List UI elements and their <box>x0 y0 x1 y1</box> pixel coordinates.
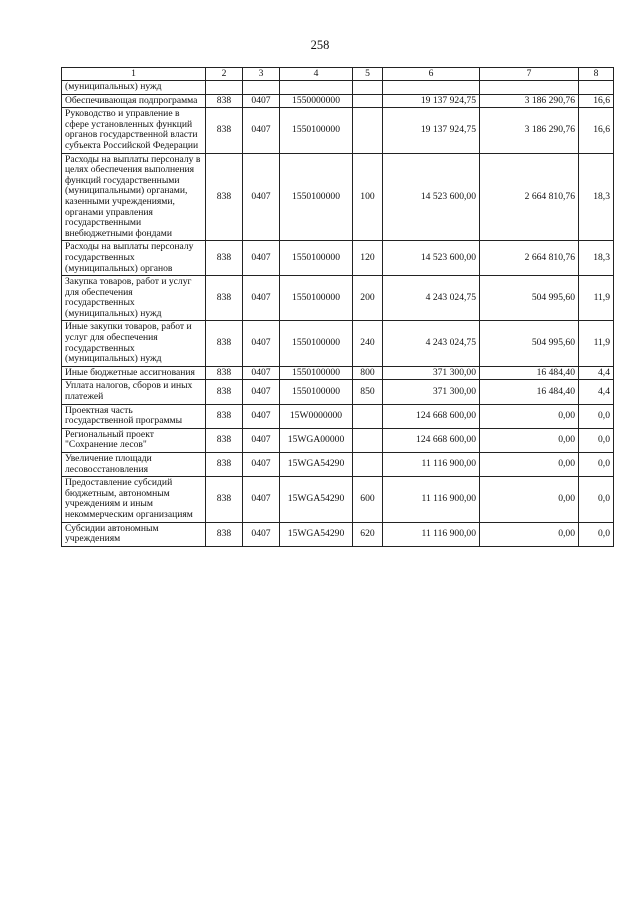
column-header: 4 <box>280 68 353 81</box>
cell-planned: 124 668 600,00 <box>383 404 480 428</box>
column-header: 5 <box>353 68 383 81</box>
cell-section: 0407 <box>243 453 280 477</box>
column-header: 2 <box>206 68 243 81</box>
cell-percent: 4,4 <box>579 366 614 380</box>
table-row <box>62 366 614 380</box>
cell-target-item: 1550100000 <box>280 108 353 153</box>
table-header-row <box>62 68 614 81</box>
cell-executed: 16 484,40 <box>480 380 579 404</box>
cell-executed: 16 484,40 <box>480 366 579 380</box>
cell-ministry: 838 <box>206 94 243 108</box>
cell-percent: 11,9 <box>579 276 614 321</box>
cell-percent: 18,3 <box>579 153 614 241</box>
cell-expense-type: 240 <box>353 321 383 366</box>
cell-planned <box>383 81 480 95</box>
cell-ministry: 838 <box>206 276 243 321</box>
cell-executed: 0,00 <box>480 428 579 452</box>
cell-section: 0407 <box>243 108 280 153</box>
cell-target-item: 1550000000 <box>280 94 353 108</box>
table-row <box>62 321 614 366</box>
cell-percent: 0,0 <box>579 428 614 452</box>
cell-planned: 19 137 924,75 <box>383 108 480 153</box>
table-row <box>62 477 614 522</box>
table-row <box>62 404 614 428</box>
row-name: Региональный проект "Сохранение лесов" <box>62 428 206 452</box>
cell-expense-type <box>353 453 383 477</box>
table-row <box>62 81 614 95</box>
cell-planned: 11 116 900,00 <box>383 522 480 546</box>
row-name: Уплата налогов, сборов и иных платежей <box>62 380 206 404</box>
cell-target-item: 15WGA00000 <box>280 428 353 452</box>
cell-target-item: 1550100000 <box>280 366 353 380</box>
cell-ministry: 838 <box>206 380 243 404</box>
cell-executed <box>480 81 579 95</box>
row-name: Расходы на выплаты персоналу в целях обеспечения выполнения функций государственными (муниципальными) органами, казенными учреждениями, органами управления государственными внебюджетными фондами <box>62 153 206 241</box>
table-row <box>62 276 614 321</box>
cell-planned: 4 243 024,75 <box>383 276 480 321</box>
cell-target-item: 15WGA54290 <box>280 477 353 522</box>
row-name: Иные бюджетные ассигнования <box>62 366 206 380</box>
cell-ministry: 838 <box>206 366 243 380</box>
cell-executed: 3 186 290,76 <box>480 108 579 153</box>
cell-section: 0407 <box>243 366 280 380</box>
table-row <box>62 241 614 276</box>
cell-planned: 14 523 600,00 <box>383 153 480 241</box>
table-row <box>62 94 614 108</box>
cell-planned: 124 668 600,00 <box>383 428 480 452</box>
table-row <box>62 522 614 546</box>
cell-ministry: 838 <box>206 522 243 546</box>
cell-percent: 0,0 <box>579 477 614 522</box>
cell-section: 0407 <box>243 321 280 366</box>
cell-section: 0407 <box>243 241 280 276</box>
cell-expense-type: 200 <box>353 276 383 321</box>
cell-expense-type <box>353 94 383 108</box>
table-row <box>62 380 614 404</box>
cell-planned: 19 137 924,75 <box>383 94 480 108</box>
cell-expense-type <box>353 428 383 452</box>
row-name: Субсидии автономным учреждениям <box>62 522 206 546</box>
cell-executed: 3 186 290,76 <box>480 94 579 108</box>
cell-ministry: 838 <box>206 321 243 366</box>
cell-section: 0407 <box>243 276 280 321</box>
cell-percent: 0,0 <box>579 404 614 428</box>
cell-ministry: 838 <box>206 153 243 241</box>
cell-planned: 11 116 900,00 <box>383 453 480 477</box>
row-name: Иные закупки товаров, работ и услуг для обеспечения государственных (муниципальных) нужд <box>62 321 206 366</box>
cell-target-item: 1550100000 <box>280 153 353 241</box>
cell-percent: 11,9 <box>579 321 614 366</box>
cell-expense-type: 620 <box>353 522 383 546</box>
cell-target-item: 15WGA54290 <box>280 453 353 477</box>
cell-section: 0407 <box>243 477 280 522</box>
cell-percent <box>579 81 614 95</box>
cell-section: 0407 <box>243 428 280 452</box>
cell-executed: 2 664 810,76 <box>480 241 579 276</box>
cell-executed: 0,00 <box>480 453 579 477</box>
cell-planned: 4 243 024,75 <box>383 321 480 366</box>
cell-planned: 371 300,00 <box>383 366 480 380</box>
cell-section: 0407 <box>243 522 280 546</box>
budget-table <box>61 67 614 547</box>
cell-section: 0407 <box>243 404 280 428</box>
cell-target-item: 1550100000 <box>280 321 353 366</box>
cell-executed: 2 664 810,76 <box>480 153 579 241</box>
cell-expense-type <box>353 108 383 153</box>
column-header: 8 <box>579 68 614 81</box>
cell-executed: 0,00 <box>480 404 579 428</box>
cell-executed: 0,00 <box>480 477 579 522</box>
cell-executed: 504 995,60 <box>480 276 579 321</box>
row-name: (муниципальных) нужд <box>62 81 206 95</box>
cell-percent: 0,0 <box>579 453 614 477</box>
cell-planned: 11 116 900,00 <box>383 477 480 522</box>
cell-target-item: 1550100000 <box>280 276 353 321</box>
table-row <box>62 153 614 241</box>
table-row <box>62 108 614 153</box>
cell-section <box>243 81 280 95</box>
cell-expense-type: 120 <box>353 241 383 276</box>
cell-expense-type <box>353 81 383 95</box>
cell-ministry: 838 <box>206 477 243 522</box>
column-header: 7 <box>480 68 579 81</box>
row-name: Предоставление субсидий бюджетным, автономным учреждениям и иным некоммерческим организациям <box>62 477 206 522</box>
cell-target-item <box>280 81 353 95</box>
cell-target-item: 15W0000000 <box>280 404 353 428</box>
cell-expense-type: 850 <box>353 380 383 404</box>
column-header: 1 <box>62 68 206 81</box>
cell-percent: 18,3 <box>579 241 614 276</box>
cell-expense-type: 800 <box>353 366 383 380</box>
cell-section: 0407 <box>243 380 280 404</box>
cell-planned: 14 523 600,00 <box>383 241 480 276</box>
cell-percent: 4,4 <box>579 380 614 404</box>
cell-ministry: 838 <box>206 453 243 477</box>
cell-percent: 16,6 <box>579 108 614 153</box>
row-name: Закупка товаров, работ и услуг для обеспечения государственных (муниципальных) нужд <box>62 276 206 321</box>
cell-planned: 371 300,00 <box>383 380 480 404</box>
row-name: Увеличение площади лесовосстановления <box>62 453 206 477</box>
cell-section: 0407 <box>243 153 280 241</box>
cell-ministry: 838 <box>206 428 243 452</box>
cell-target-item: 15WGA54290 <box>280 522 353 546</box>
cell-ministry <box>206 81 243 95</box>
column-header: 6 <box>383 68 480 81</box>
cell-executed: 0,00 <box>480 522 579 546</box>
page-number: 258 <box>310 38 330 52</box>
cell-percent: 0,0 <box>579 522 614 546</box>
cell-ministry: 838 <box>206 404 243 428</box>
cell-section: 0407 <box>243 94 280 108</box>
cell-target-item: 1550100000 <box>280 380 353 404</box>
row-name: Проектная часть государственной программы <box>62 404 206 428</box>
cell-percent: 16,6 <box>579 94 614 108</box>
cell-expense-type <box>353 404 383 428</box>
cell-expense-type: 600 <box>353 477 383 522</box>
cell-ministry: 838 <box>206 241 243 276</box>
row-name: Обеспечивающая подпрограмма <box>62 94 206 108</box>
row-name: Руководство и управление в сфере установленных функций органов государственной власти субъекта Российской Федерации <box>62 108 206 153</box>
cell-expense-type: 100 <box>353 153 383 241</box>
column-header: 3 <box>243 68 280 81</box>
row-name: Расходы на выплаты персоналу государственных (муниципальных) органов <box>62 241 206 276</box>
cell-target-item: 1550100000 <box>280 241 353 276</box>
table-row <box>62 453 614 477</box>
cell-ministry: 838 <box>206 108 243 153</box>
table-row <box>62 428 614 452</box>
cell-executed: 504 995,60 <box>480 321 579 366</box>
